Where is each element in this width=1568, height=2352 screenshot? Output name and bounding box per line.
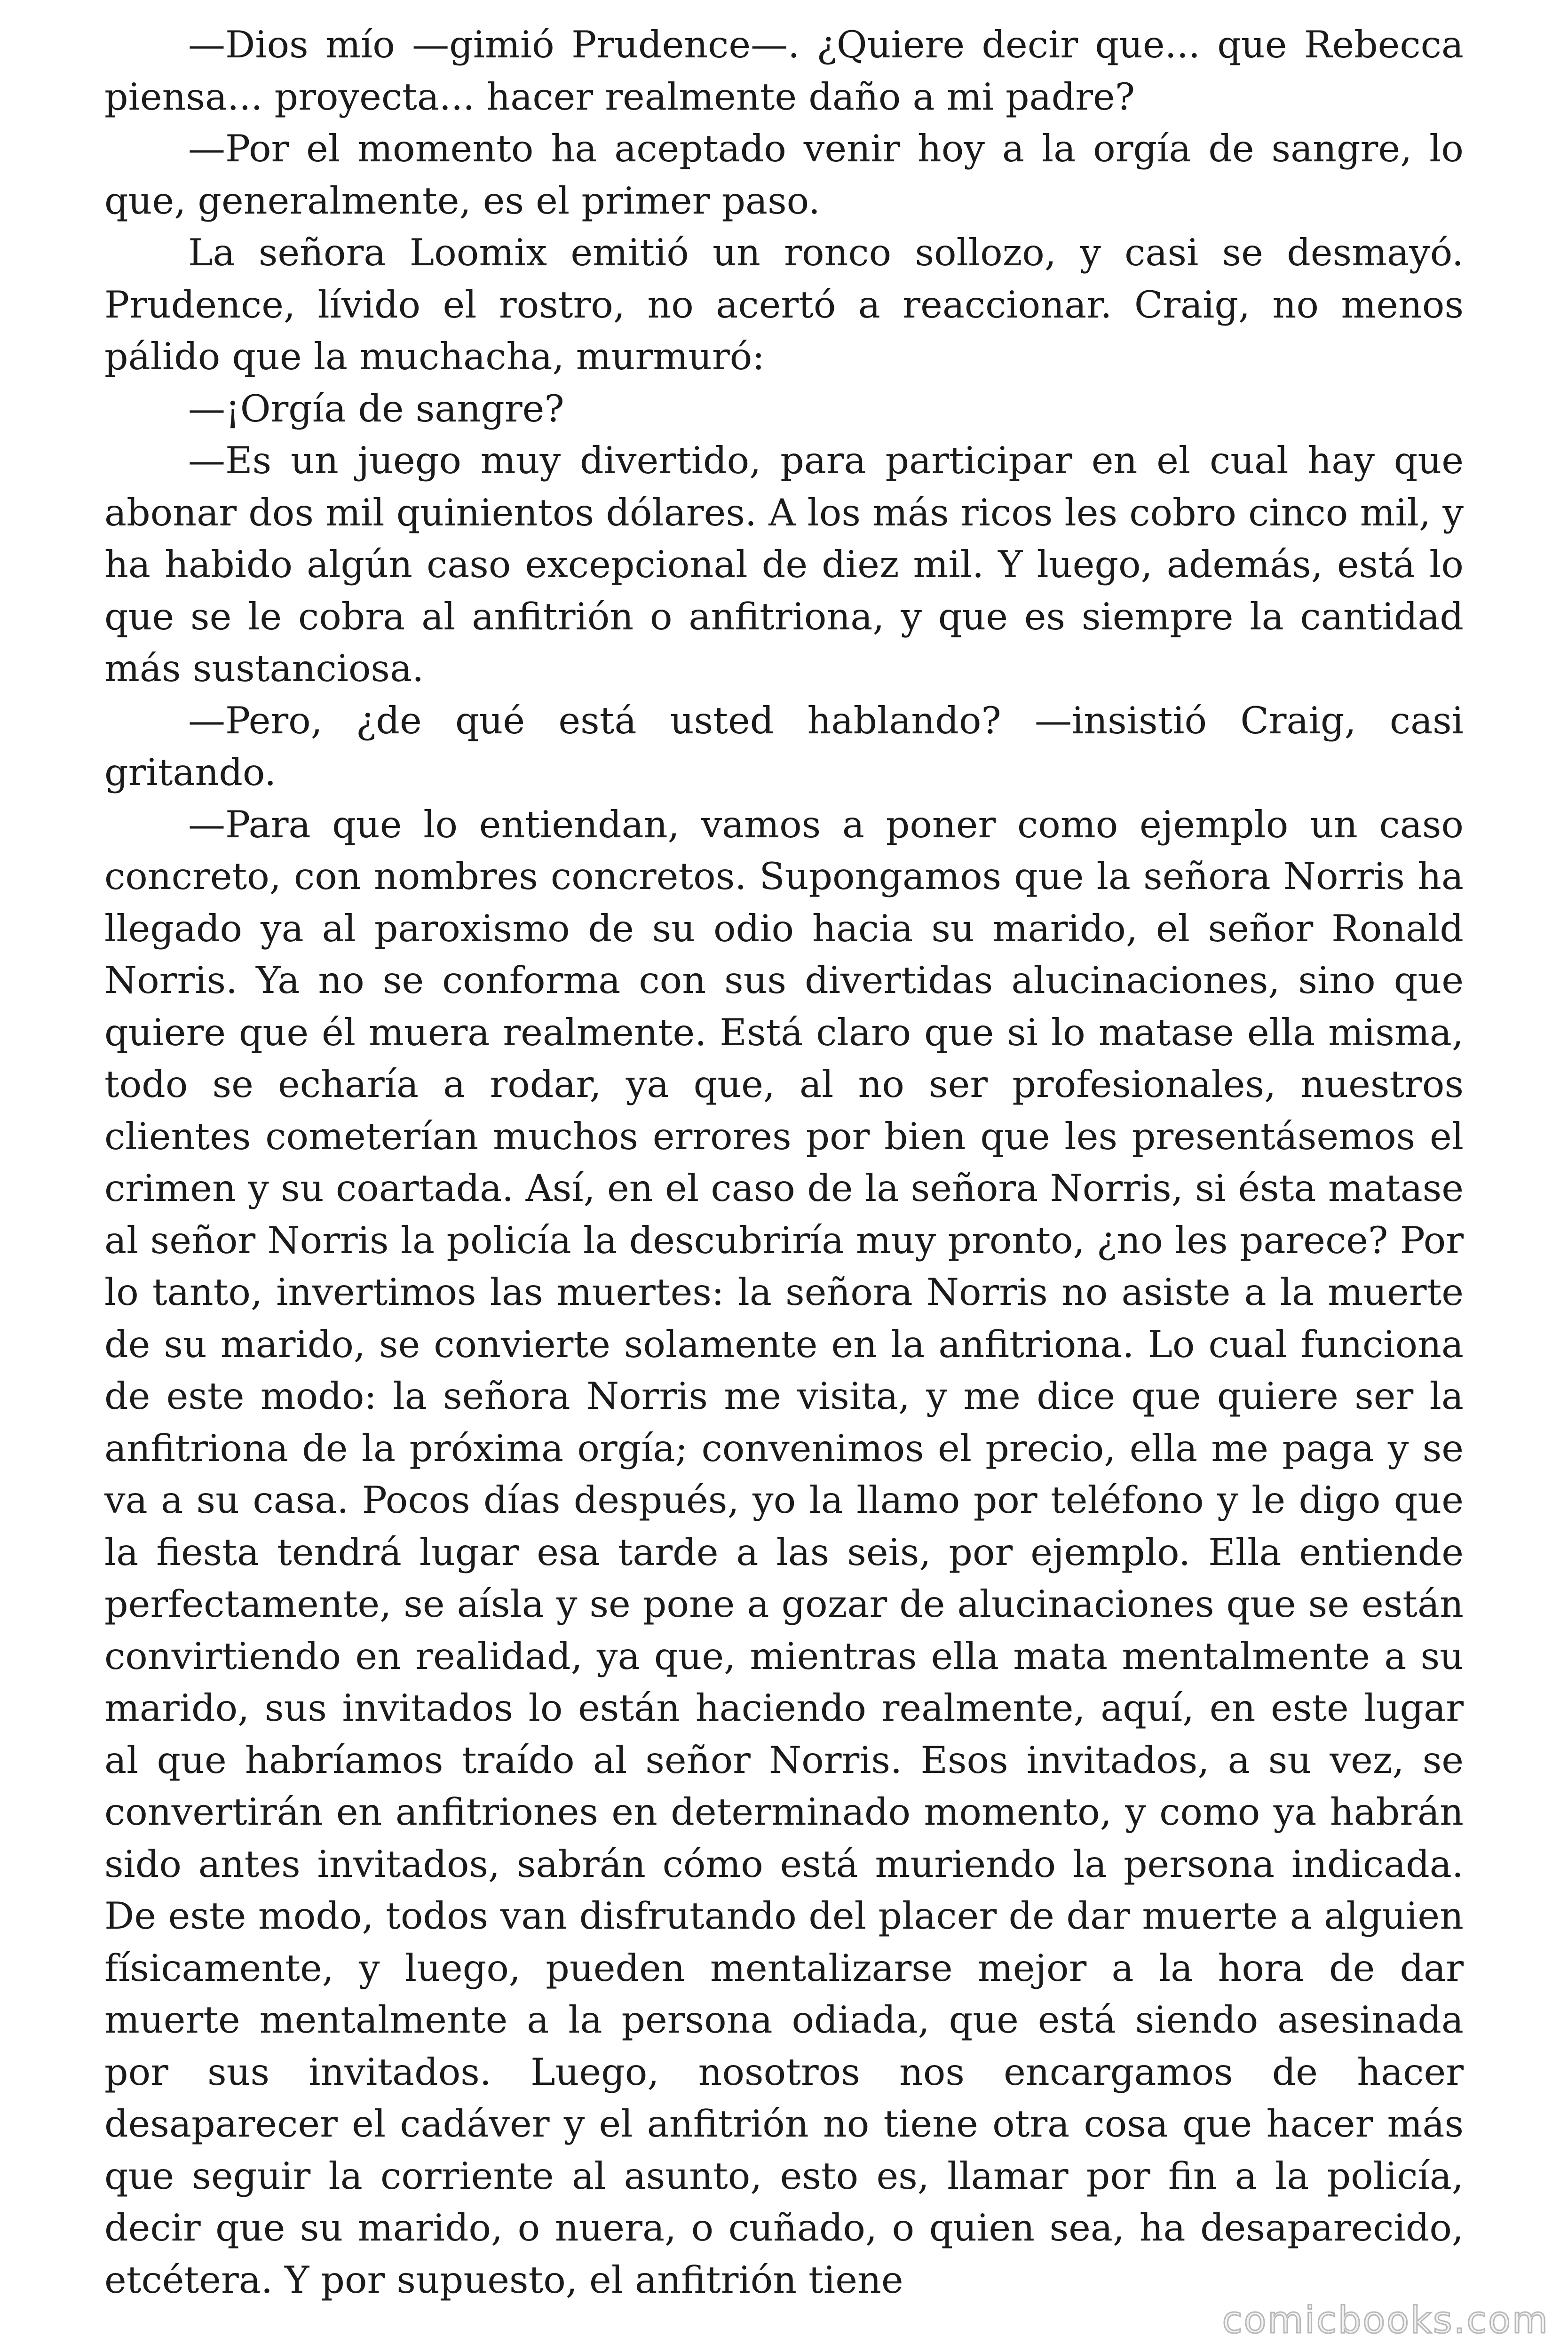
watermark: comicbooks.com: [1222, 2299, 1549, 2342]
paragraph-1: —Dios mío —gimió Prudence—. ¿Quiere decir que... que Rebecca piensa... proyecta... hacer realmente daño a mi padre?: [104, 23, 1464, 119]
paragraph-5: —Es un juego muy divertido, para participar en el cual hay que abonar dos mil quinientos dólares. A los más ricos les cobro cinco mil, y ha habido algún caso excepcional de diez mil. Y luego, además, está lo que se le cobra al anfitrión o anfitriona, y que es siempre la cantidad más sustanciosa.: [104, 439, 1464, 690]
paragraph-3: La señora Loomix emitió un ronco sollozo, y casi se desmayó. Prudence, lívido el rostro, no acertó a reaccionar. Craig, no menos pálido que la muchacha, murmuró:: [104, 231, 1464, 378]
paragraph-4: —¡Orgía de sangre?: [188, 387, 564, 430]
paragraph-6: —Pero, ¿de qué está usted hablando? —insistió Craig, casi gritando.: [104, 699, 1464, 794]
paragraph-2: —Por el momento ha aceptado venir hoy a la orgía de sangre, lo que, generalmente, es el primer paso.: [104, 127, 1464, 222]
paragraph-7: —Para que lo entiendan, vamos a poner como ejemplo un caso concreto, con nombres concretos. Supongamos que la señora Norris ha llegado ya al paroxismo de su odio hacia su marido, el señor Ronald Norris. Ya no se conforma con sus divertidas alucinaciones, sino que quiere que él muera realmente. Está claro que si lo matase ella misma, todo se echaría a rodar, ya que, al no ser profesionales, nuestros clientes cometerían muchos errores por bien que les presentásemos el crimen y su coartada. Así, en el caso de la señora Norris, si ésta matase al señor Norris la policía la descubriría muy pronto, ¿no les parece? Por lo tanto, invertimos las muertes: la señora Norris no asiste a la muerte de su marido, se convierte solamente en la anfitriona. Lo cual funciona de este modo: la señora Norris me visita, y me dice que quiere ser la anfitriona de la próxima orgía; convenimos el precio, ella me paga y se va a su casa. Pocos días después, yo la llamo por teléfono y le digo que la fiesta tendrá lugar esa tarde a las seis, por ejemplo. Ella entiende perfectamente, se aísla y se pone a gozar de alucinaciones que se están convirtiendo en realidad, ya que, mientras ella mata mentalmente a su marido, sus invitados lo están haciendo realmente, aquí, en este lugar al que habríamos traído al señor Norris. Esos invitados, a su vez, se convertirán en anfitriones en determinado momento, y como ya habrán sido antes invitados, sabrán cómo está muriendo la persona indicada. De este modo, todos van disfrutando del placer de dar muerte a alguien físicamente, y luego, pueden mentalizarse mejor a la hora de dar muerte mentalmente a la persona odiada, que está siendo asesinada por sus invitados. Luego, nosotros nos encargamos de hacer desaparecer el cadáver y el anfitrión no tiene otra cosa que hacer más que seguir la corriente al asunto, esto es, llamar por fin a la policía, decir que su marido, o nuera, o cuñado, o quien sea, ha desaparecido, etcétera. Y por supuesto, el anfitrión tiene: [104, 803, 1464, 2302]
body-text: [104, 19, 1464, 2306]
